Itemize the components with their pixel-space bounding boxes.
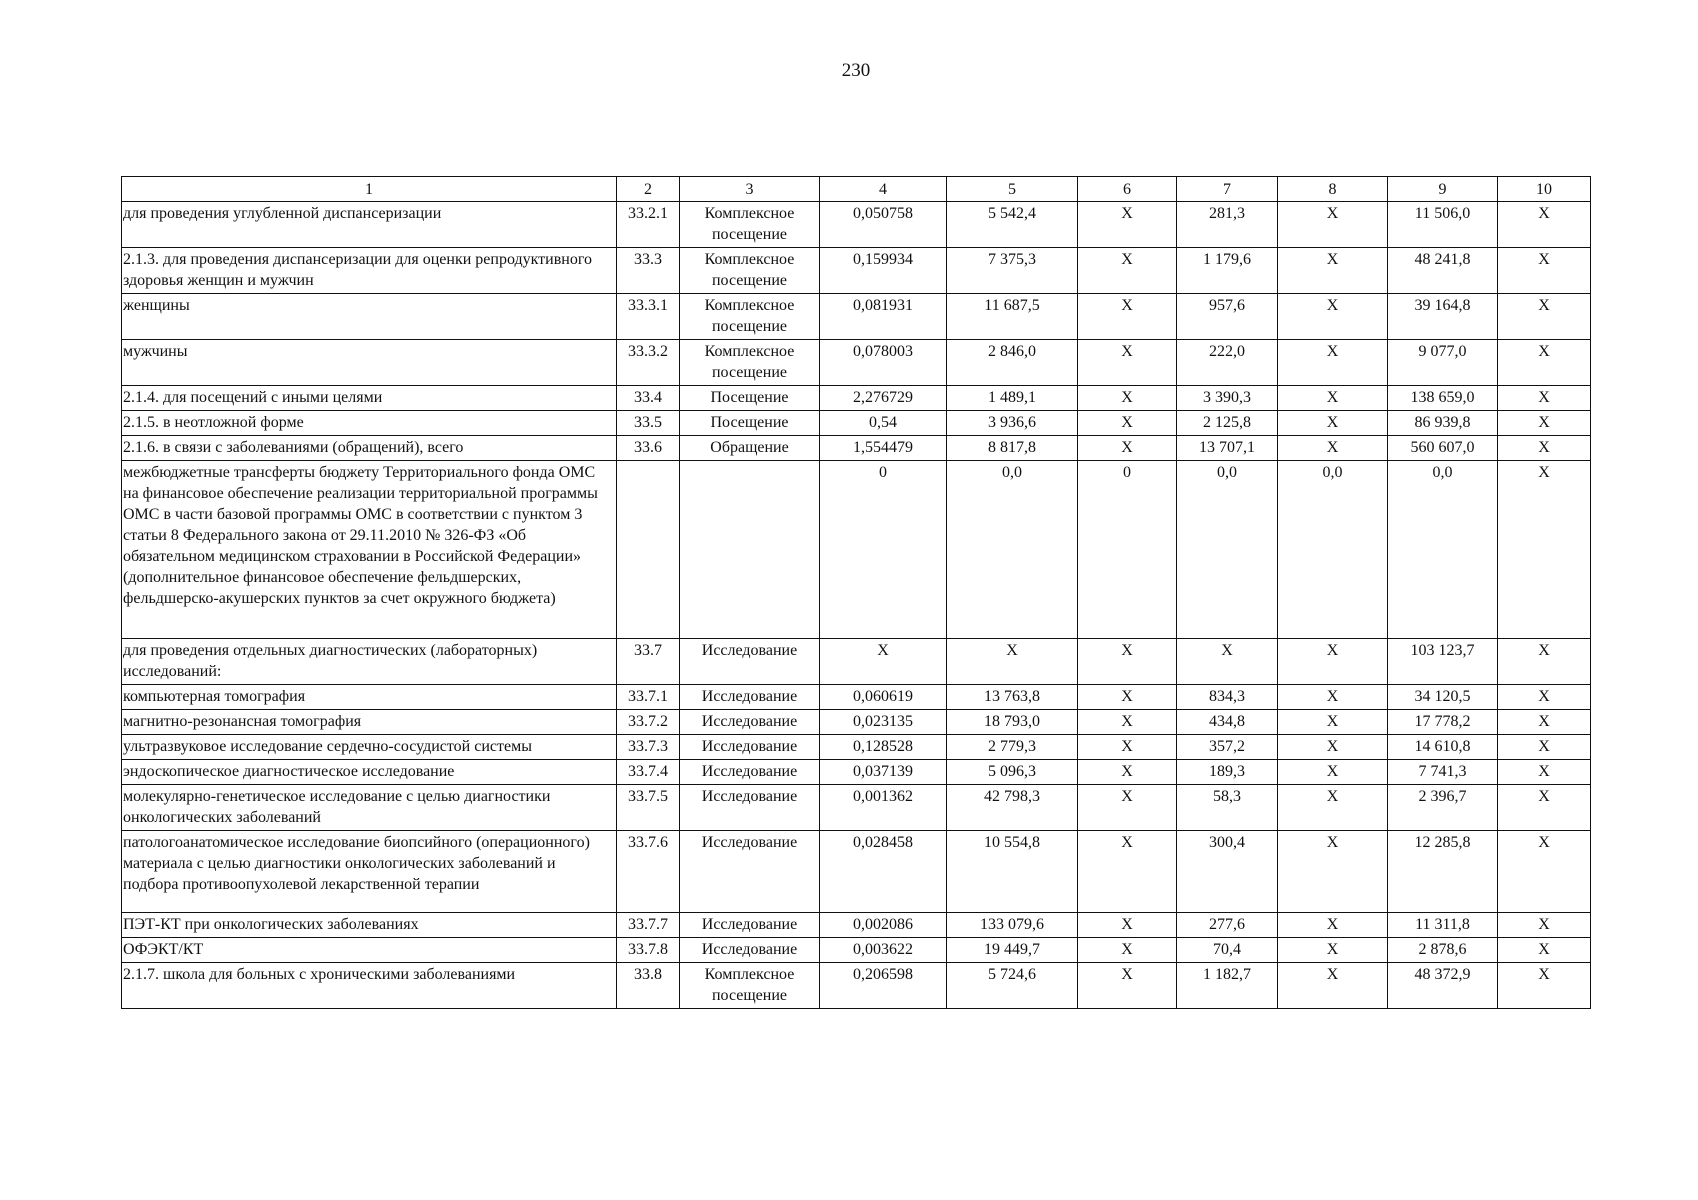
table-cell: X — [1078, 785, 1177, 831]
row-label-cell: 2.1.7. школа для больных с хроническими заболеваниями — [122, 963, 617, 1009]
table-cell: 957,6 — [1177, 294, 1278, 340]
table-cell: 103 123,7 — [1388, 639, 1498, 685]
table-cell: 33.8 — [617, 963, 680, 1009]
table-cell: X — [1278, 760, 1388, 785]
table-cell: X — [1278, 436, 1388, 461]
table-cell: 5 096,3 — [947, 760, 1078, 785]
table-cell: 33.5 — [617, 411, 680, 436]
table-cell: 560 607,0 — [1388, 436, 1498, 461]
table-cell: Посещение — [680, 411, 820, 436]
table-row — [122, 461, 1591, 639]
table-cell: Исследование — [680, 639, 820, 685]
table-cell: 189,3 — [1177, 760, 1278, 785]
table-row — [122, 248, 1591, 294]
table-cell: X — [1278, 938, 1388, 963]
table-cell: 2 878,6 — [1388, 938, 1498, 963]
table-row — [122, 913, 1591, 938]
table-cell: 5 542,4 — [947, 202, 1078, 248]
table-cell: 434,8 — [1177, 710, 1278, 735]
table-cell: X — [1278, 248, 1388, 294]
table-cell: X — [1078, 963, 1177, 1009]
table-cell: X — [1498, 710, 1591, 735]
table-cell: X — [1278, 735, 1388, 760]
table-cell: 42 798,3 — [947, 785, 1078, 831]
table-cell: 19 449,7 — [947, 938, 1078, 963]
table-cell: X — [1078, 710, 1177, 735]
table-row — [122, 938, 1591, 963]
table-cell: 222,0 — [1177, 340, 1278, 386]
table-cell: 33.7.5 — [617, 785, 680, 831]
table-row — [122, 785, 1591, 831]
table-cell: Обращение — [680, 436, 820, 461]
table-cell: 2,276729 — [820, 386, 947, 411]
row-label-cell: 2.1.6. в связи с заболеваниями (обращений), всего — [122, 436, 617, 461]
row-label-cell: компьютерная томография — [122, 685, 617, 710]
table-cell: 3 936,6 — [947, 411, 1078, 436]
table-row — [122, 340, 1591, 386]
table-cell: 18 793,0 — [947, 710, 1078, 735]
table-cell: X — [1278, 963, 1388, 1009]
table-cell: X — [1278, 710, 1388, 735]
table-cell: X — [1278, 831, 1388, 913]
table-cell: X — [1078, 386, 1177, 411]
row-label-cell: магнитно-резонансная томография — [122, 710, 617, 735]
table-cell: 9 077,0 — [1388, 340, 1498, 386]
table-cell: X — [1498, 202, 1591, 248]
table-cell: 0,128528 — [820, 735, 947, 760]
table-cell: 2 396,7 — [1388, 785, 1498, 831]
table-cell: 0,081931 — [820, 294, 947, 340]
table-cell: Комплексное посещение — [680, 963, 820, 1009]
table-cell: X — [1078, 735, 1177, 760]
table-cell: Исследование — [680, 938, 820, 963]
table-cell: X — [1078, 340, 1177, 386]
row-label-cell: межбюджетные трансферты бюджету Территориального фонда ОМС на финансовое обеспечение реализации территориальной программы ОМС в части базовой программы ОМС в соответствии с пунктом 3 статьи 8 Федерального закона от 29.11.2010 № 326-ФЗ «Об обязательном медицинском страховании в Российской Федерации» (дополнительное финансовое обеспечение фельдшерских, фельдшерско-акушерских пунктов за счет окружного бюджета) — [122, 461, 617, 639]
column-number-cell: 9 — [1388, 177, 1498, 202]
table-cell: Исследование — [680, 710, 820, 735]
table-row — [122, 639, 1591, 685]
table-row — [122, 760, 1591, 785]
table-cell: 1,554479 — [820, 436, 947, 461]
table-cell: X — [1498, 436, 1591, 461]
table-cell: 2 846,0 — [947, 340, 1078, 386]
table-cell: Исследование — [680, 913, 820, 938]
table-cell — [680, 461, 820, 639]
table-cell: 11 506,0 — [1388, 202, 1498, 248]
data-table — [121, 176, 1591, 1009]
table-cell: X — [1498, 735, 1591, 760]
table-cell: 33.2.1 — [617, 202, 680, 248]
table-cell: X — [1498, 685, 1591, 710]
table-cell: 11 311,8 — [1388, 913, 1498, 938]
table-cell: X — [1278, 411, 1388, 436]
table-cell: 0,003622 — [820, 938, 947, 963]
table-cell: X — [1278, 202, 1388, 248]
column-number-cell: 2 — [617, 177, 680, 202]
data-table-container — [121, 176, 1590, 1009]
table-cell: X — [1278, 294, 1388, 340]
row-label-cell: молекулярно-генетическое исследование с целью диагностики онкологических заболеваний — [122, 785, 617, 831]
column-number-cell: 7 — [1177, 177, 1278, 202]
table-cell: 33.7.3 — [617, 735, 680, 760]
table-cell: 0,0 — [947, 461, 1078, 639]
row-label-cell: ПЭТ-КТ при онкологических заболеваниях — [122, 913, 617, 938]
column-number-cell: 8 — [1278, 177, 1388, 202]
table-cell: 0,0 — [1177, 461, 1278, 639]
table-cell: Исследование — [680, 735, 820, 760]
table-cell: 0,002086 — [820, 913, 947, 938]
table-cell: X — [1498, 760, 1591, 785]
table-cell: X — [947, 639, 1078, 685]
table-cell: 86 939,8 — [1388, 411, 1498, 436]
table-cell: X — [1498, 913, 1591, 938]
table-cell: X — [1498, 411, 1591, 436]
table-cell: Комплексное посещение — [680, 294, 820, 340]
table-cell: X — [1278, 386, 1388, 411]
table-cell: X — [1498, 785, 1591, 831]
table-row — [122, 831, 1591, 913]
table-cell: 7 375,3 — [947, 248, 1078, 294]
row-label-cell: женщины — [122, 294, 617, 340]
table-cell: 33.6 — [617, 436, 680, 461]
table-cell: Комплексное посещение — [680, 248, 820, 294]
page-number: 230 — [841, 60, 871, 81]
table-cell: 0,0 — [1278, 461, 1388, 639]
table-row — [122, 202, 1591, 248]
table-cell: Исследование — [680, 685, 820, 710]
table-cell: 2 779,3 — [947, 735, 1078, 760]
table-cell: 8 817,8 — [947, 436, 1078, 461]
table-cell: 11 687,5 — [947, 294, 1078, 340]
table-cell: 0,078003 — [820, 340, 947, 386]
table-cell: 48 241,8 — [1388, 248, 1498, 294]
row-label-cell: ОФЭКТ/КТ — [122, 938, 617, 963]
table-cell: X — [1498, 386, 1591, 411]
table-cell: 7 741,3 — [1388, 760, 1498, 785]
table-cell: 0,001362 — [820, 785, 947, 831]
table-cell: X — [1278, 913, 1388, 938]
table-cell: X — [1078, 294, 1177, 340]
table-cell: 0,050758 — [820, 202, 947, 248]
table-cell: X — [1498, 639, 1591, 685]
column-number-cell: 1 — [122, 177, 617, 202]
table-cell: 33.7.7 — [617, 913, 680, 938]
table-cell: 33.4 — [617, 386, 680, 411]
table-row — [122, 963, 1591, 1009]
table-row — [122, 710, 1591, 735]
table-cell: X — [1078, 760, 1177, 785]
table-cell: X — [1078, 938, 1177, 963]
table-cell: 13 763,8 — [947, 685, 1078, 710]
table-cell: 48 372,9 — [1388, 963, 1498, 1009]
row-label-cell: 2.1.3. для проведения диспансеризации для оценки репродуктивного здоровья женщин и мужчин — [122, 248, 617, 294]
table-cell: 1 182,7 — [1177, 963, 1278, 1009]
table-cell — [617, 461, 680, 639]
row-label-cell: 2.1.4. для посещений с иными целями — [122, 386, 617, 411]
table-cell: 357,2 — [1177, 735, 1278, 760]
table-cell: X — [1498, 294, 1591, 340]
table-cell: 5 724,6 — [947, 963, 1078, 1009]
column-number-cell: 5 — [947, 177, 1078, 202]
table-cell: X — [1177, 639, 1278, 685]
table-cell: 17 778,2 — [1388, 710, 1498, 735]
table-cell: 0,0 — [1388, 461, 1498, 639]
table-cell: 0,060619 — [820, 685, 947, 710]
table-cell: 0,54 — [820, 411, 947, 436]
table-cell: 33.3.1 — [617, 294, 680, 340]
table-cell: 33.3.2 — [617, 340, 680, 386]
table-cell: 834,3 — [1177, 685, 1278, 710]
table-cell: X — [1498, 938, 1591, 963]
table-cell: X — [1278, 785, 1388, 831]
row-label-cell: 2.1.5. в неотложной форме — [122, 411, 617, 436]
table-cell: X — [1498, 963, 1591, 1009]
row-label-cell: мужчины — [122, 340, 617, 386]
table-cell: 14 610,8 — [1388, 735, 1498, 760]
table-cell: X — [1078, 436, 1177, 461]
table-cell: 70,4 — [1177, 938, 1278, 963]
table-cell: X — [1278, 340, 1388, 386]
table-cell: 281,3 — [1177, 202, 1278, 248]
table-cell: 33.7.1 — [617, 685, 680, 710]
table-row — [122, 294, 1591, 340]
row-label-cell: для проведения углубленной диспансеризации — [122, 202, 617, 248]
table-row — [122, 436, 1591, 461]
table-cell: 33.7.2 — [617, 710, 680, 735]
table-cell: 277,6 — [1177, 913, 1278, 938]
table-cell: X — [1078, 913, 1177, 938]
table-cell: 33.7 — [617, 639, 680, 685]
table-cell: 0,028458 — [820, 831, 947, 913]
table-cell: 39 164,8 — [1388, 294, 1498, 340]
table-cell: 33.7.6 — [617, 831, 680, 913]
table-cell: X — [1498, 248, 1591, 294]
table-body — [122, 177, 1591, 1009]
table-cell: 33.7.8 — [617, 938, 680, 963]
table-cell: 33.7.4 — [617, 760, 680, 785]
table-cell: 0 — [820, 461, 947, 639]
table-cell: 138 659,0 — [1388, 386, 1498, 411]
table-cell: 10 554,8 — [947, 831, 1078, 913]
table-cell: 300,4 — [1177, 831, 1278, 913]
column-number-cell: 10 — [1498, 177, 1591, 202]
table-cell: X — [1078, 202, 1177, 248]
row-label-cell: патологоанатомическое исследование биопсийного (операционного) материала с целью диагностики онкологических заболеваний и подбора противоопухолевой лекарственной терапии — [122, 831, 617, 913]
column-number-cell: 3 — [680, 177, 820, 202]
table-cell: X — [1078, 411, 1177, 436]
table-cell: 33.3 — [617, 248, 680, 294]
table-cell: 1 489,1 — [947, 386, 1078, 411]
table-cell: 0,206598 — [820, 963, 947, 1009]
table-cell: X — [1278, 639, 1388, 685]
table-cell: X — [1078, 831, 1177, 913]
table-cell: Комплексное посещение — [680, 340, 820, 386]
table-cell: X — [1498, 340, 1591, 386]
table-cell: X — [1498, 461, 1591, 639]
table-row — [122, 735, 1591, 760]
table-cell: X — [1078, 248, 1177, 294]
table-cell: 2 125,8 — [1177, 411, 1278, 436]
table-cell: 34 120,5 — [1388, 685, 1498, 710]
table-cell: X — [1078, 639, 1177, 685]
column-number-row — [122, 177, 1591, 202]
table-cell: 0,037139 — [820, 760, 947, 785]
table-cell: X — [820, 639, 947, 685]
table-cell: Посещение — [680, 386, 820, 411]
row-label-cell: эндоскопическое диагностическое исследование — [122, 760, 617, 785]
row-label-cell: ультразвуковое исследование сердечно-сосудистой системы — [122, 735, 617, 760]
table-cell: 0,023135 — [820, 710, 947, 735]
table-cell: 12 285,8 — [1388, 831, 1498, 913]
table-cell: 13 707,1 — [1177, 436, 1278, 461]
table-cell: X — [1498, 831, 1591, 913]
table-cell: Исследование — [680, 785, 820, 831]
table-cell: 133 079,6 — [947, 913, 1078, 938]
table-cell: Исследование — [680, 831, 820, 913]
table-cell: Комплексное посещение — [680, 202, 820, 248]
row-label-cell: для проведения отдельных диагностических (лабораторных) исследований: — [122, 639, 617, 685]
table-row — [122, 685, 1591, 710]
table-cell: Исследование — [680, 760, 820, 785]
table-cell: X — [1278, 685, 1388, 710]
table-cell: 0,159934 — [820, 248, 947, 294]
table-cell: 58,3 — [1177, 785, 1278, 831]
table-row — [122, 386, 1591, 411]
column-number-cell: 4 — [820, 177, 947, 202]
table-cell: 3 390,3 — [1177, 386, 1278, 411]
column-number-cell: 6 — [1078, 177, 1177, 202]
table-row — [122, 411, 1591, 436]
table-cell: 0 — [1078, 461, 1177, 639]
table-cell: 1 179,6 — [1177, 248, 1278, 294]
table-cell: X — [1078, 685, 1177, 710]
